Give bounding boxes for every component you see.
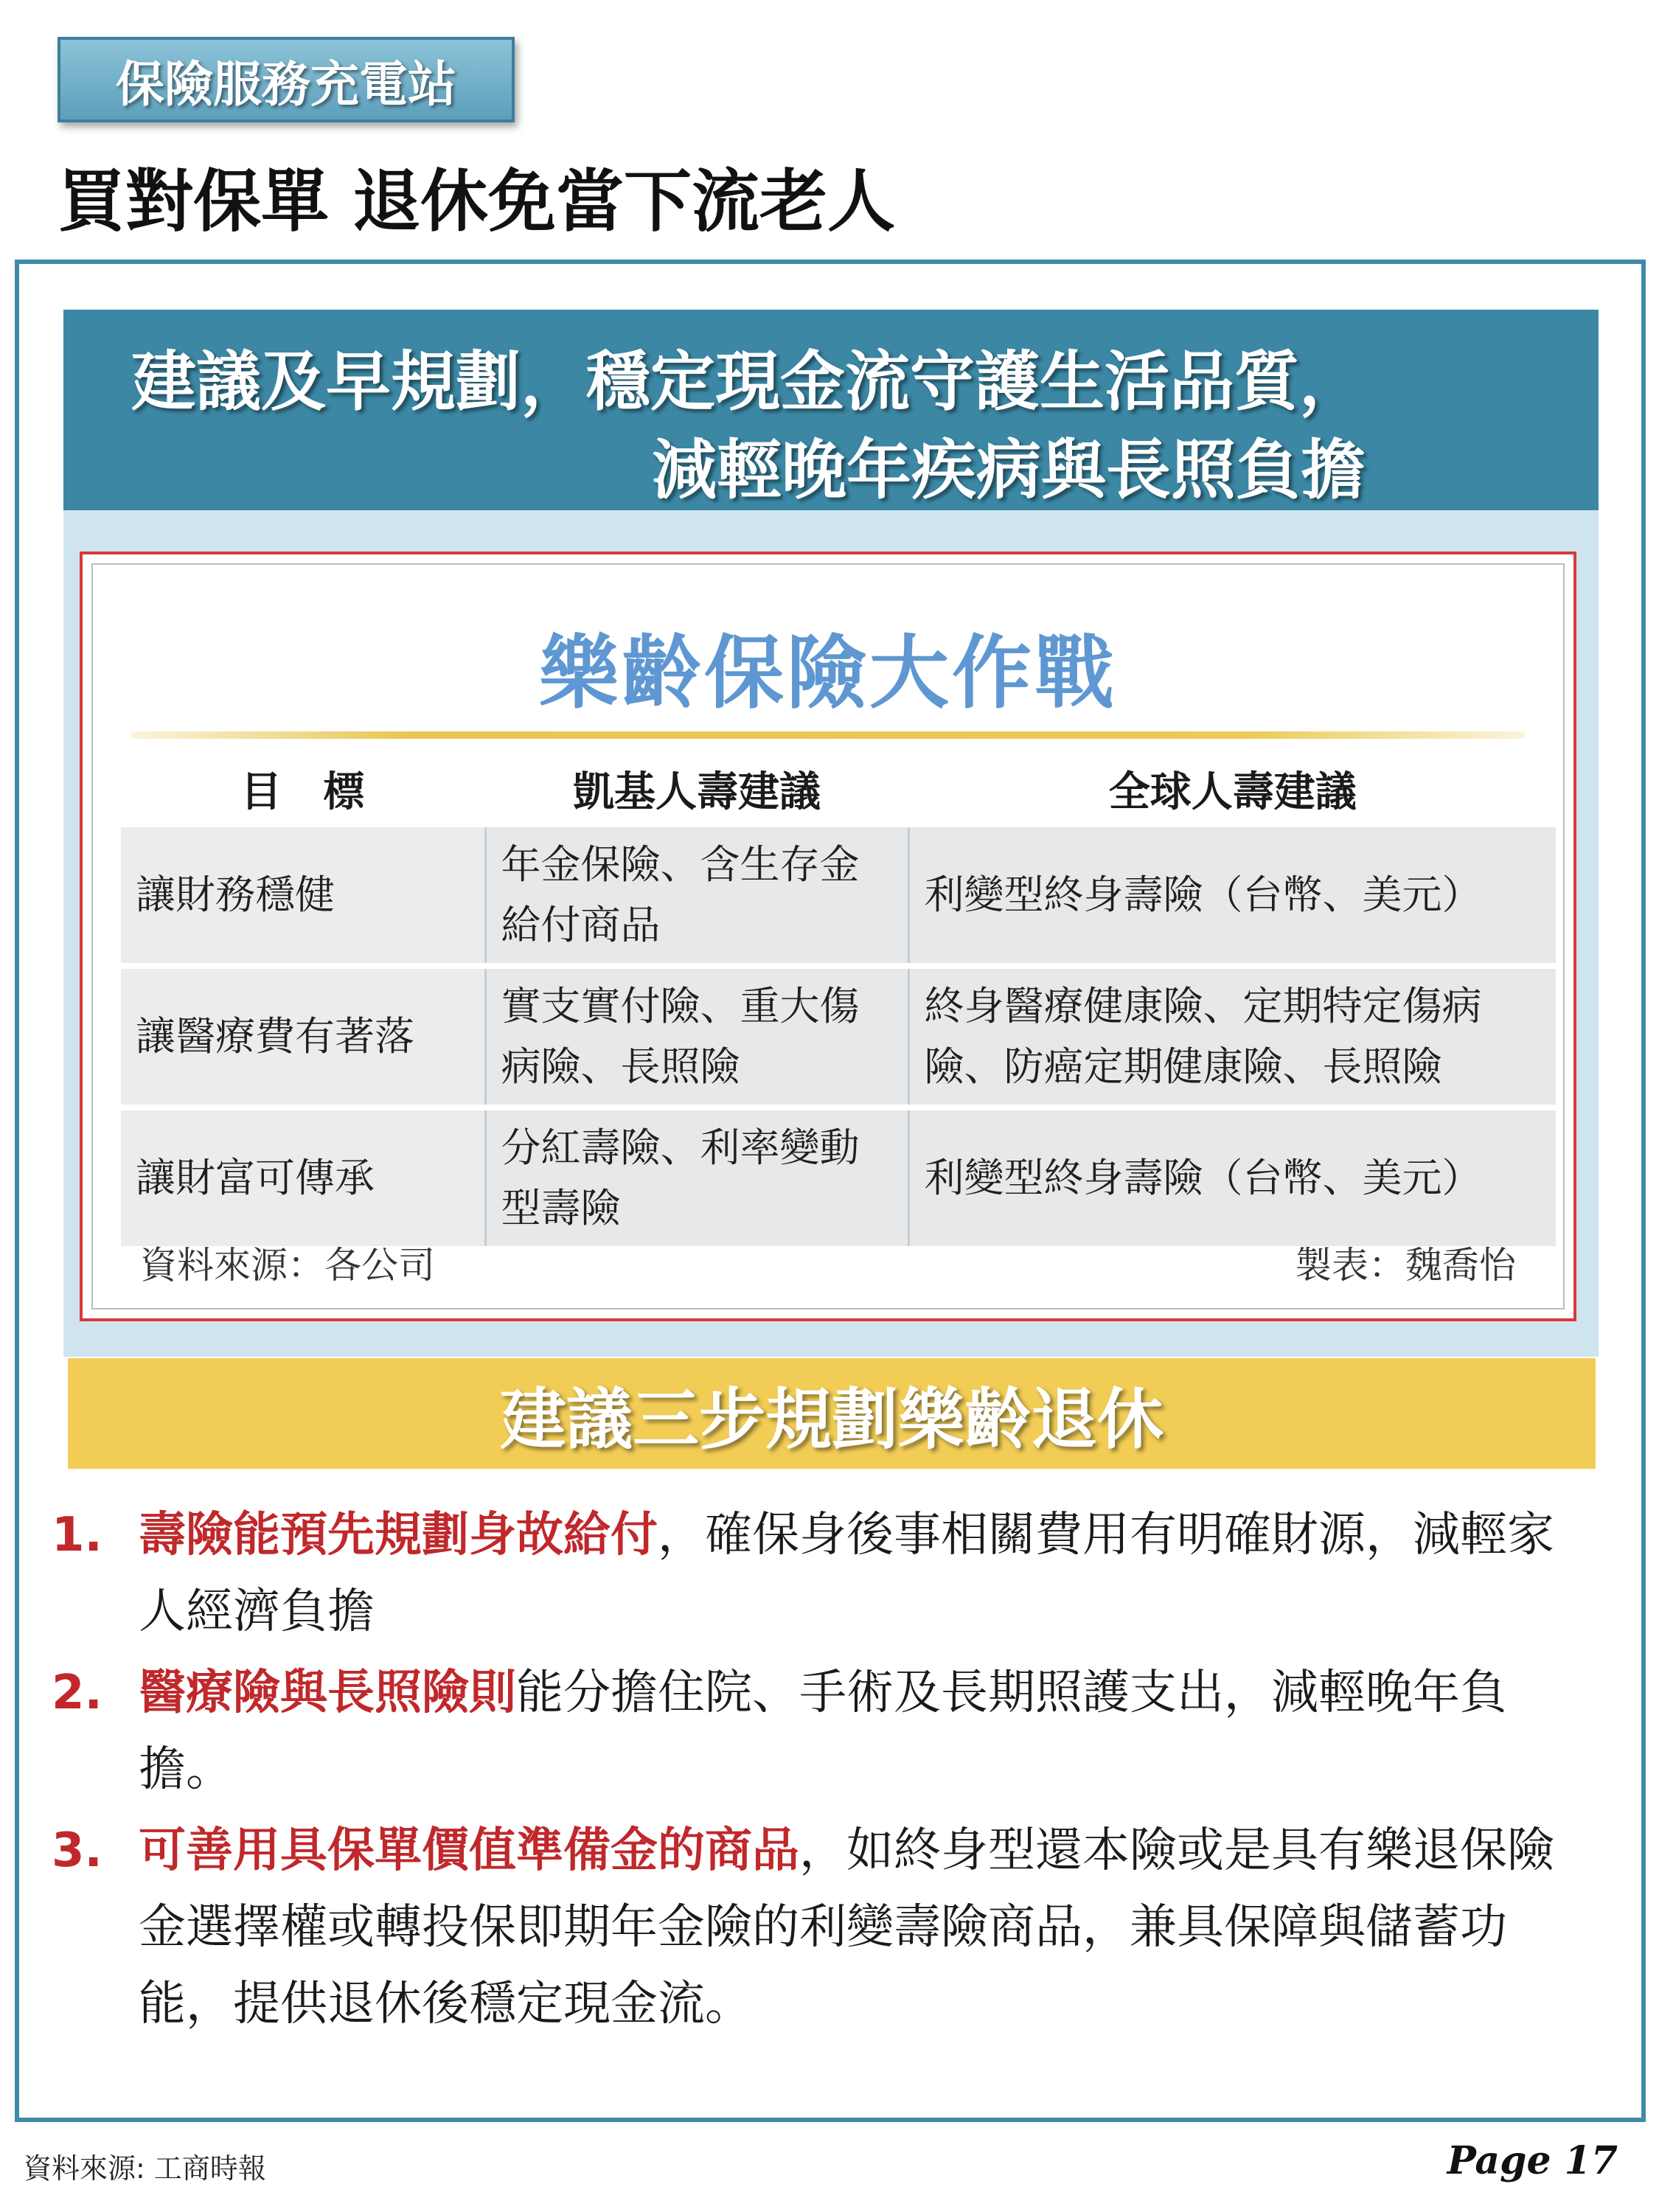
goal-cell: 讓財富可傳承 <box>121 1107 485 1249</box>
headline-banner <box>63 310 1599 510</box>
table-header-row <box>121 751 1556 827</box>
gold-divider <box>131 731 1525 739</box>
table-source: 資料來源：各公司 <box>140 1244 435 1287</box>
transglobe-cell: 利變型終身壽險（台幣、美元） <box>908 827 1556 966</box>
header-goal: 目 標 <box>121 751 485 827</box>
step-highlight: 醫療險與長照險則 <box>139 1666 516 1720</box>
card-title: 樂齡保險大作戰 <box>538 627 1117 720</box>
steps-banner: 建議三步規劃樂齡退休 <box>68 1358 1596 1469</box>
kgi-cell: 分紅壽險、利率變動型壽險 <box>485 1107 908 1249</box>
list-item <box>52 1497 1585 1650</box>
comparison-table <box>121 751 1556 1252</box>
card-border <box>91 563 1565 1310</box>
page-title: 買對保單 退休免當下流老人 <box>58 162 896 241</box>
section-tag: 保險服務充電站 <box>58 37 515 122</box>
table-maker: 製表：魏喬怡 <box>1295 1244 1516 1287</box>
step-highlight: 可善用具保單價值準備金的商品 <box>139 1823 799 1878</box>
steps-list <box>52 1497 1585 2047</box>
step-number: 1. <box>52 1508 102 1562</box>
card-footer <box>140 1236 1516 1289</box>
table-row <box>121 827 1556 966</box>
kgi-cell: 實支實付險、重大傷病險、長照險 <box>485 966 908 1107</box>
list-item <box>52 1812 1585 2042</box>
comparison-card <box>80 552 1576 1321</box>
step-text: 能分擔住院、手術及長期照護支出，減輕晚年負擔。 <box>139 1666 1507 1797</box>
step-text: ，確保身後事相關費用有明確財源，減輕家人經濟負擔 <box>139 1508 1554 1639</box>
step-number: 2. <box>52 1666 102 1720</box>
headline-line-1: 建議及早規劃，穩定現金流守護生活品質， <box>131 344 1365 420</box>
page-source: 資料來源: 工商時報 <box>24 2152 266 2185</box>
header-kgi: 凱基人壽建議 <box>485 751 908 827</box>
step-highlight: 壽險能預先規劃身故給付 <box>139 1508 658 1562</box>
list-item <box>52 1655 1585 1808</box>
table-row <box>121 966 1556 1107</box>
goal-cell: 讓財務穩健 <box>121 827 485 966</box>
headline-line-2: 減輕晚年疾病與長照負擔 <box>652 432 1366 508</box>
step-text: ，如終身型還本險或是具有樂退保險金選擇權或轉投保即期年金險的利變壽險商品，兼具保障與儲蓄功能，提供退休後穩定現金流。 <box>139 1823 1554 2031</box>
goal-cell: 讓醫療費有著落 <box>121 966 485 1107</box>
step-number: 3. <box>52 1823 102 1878</box>
header-transglobe: 全球人壽建議 <box>908 751 1556 827</box>
table-row <box>121 1107 1556 1249</box>
transglobe-cell: 利變型終身壽險（台幣、美元） <box>908 1107 1556 1249</box>
kgi-cell: 年金保險、含生存金給付商品 <box>485 827 908 966</box>
transglobe-cell: 終身醫療健康險、定期特定傷病險、防癌定期健康險、長照險 <box>908 966 1556 1107</box>
page-number: Page 17 <box>1447 2138 1618 2183</box>
